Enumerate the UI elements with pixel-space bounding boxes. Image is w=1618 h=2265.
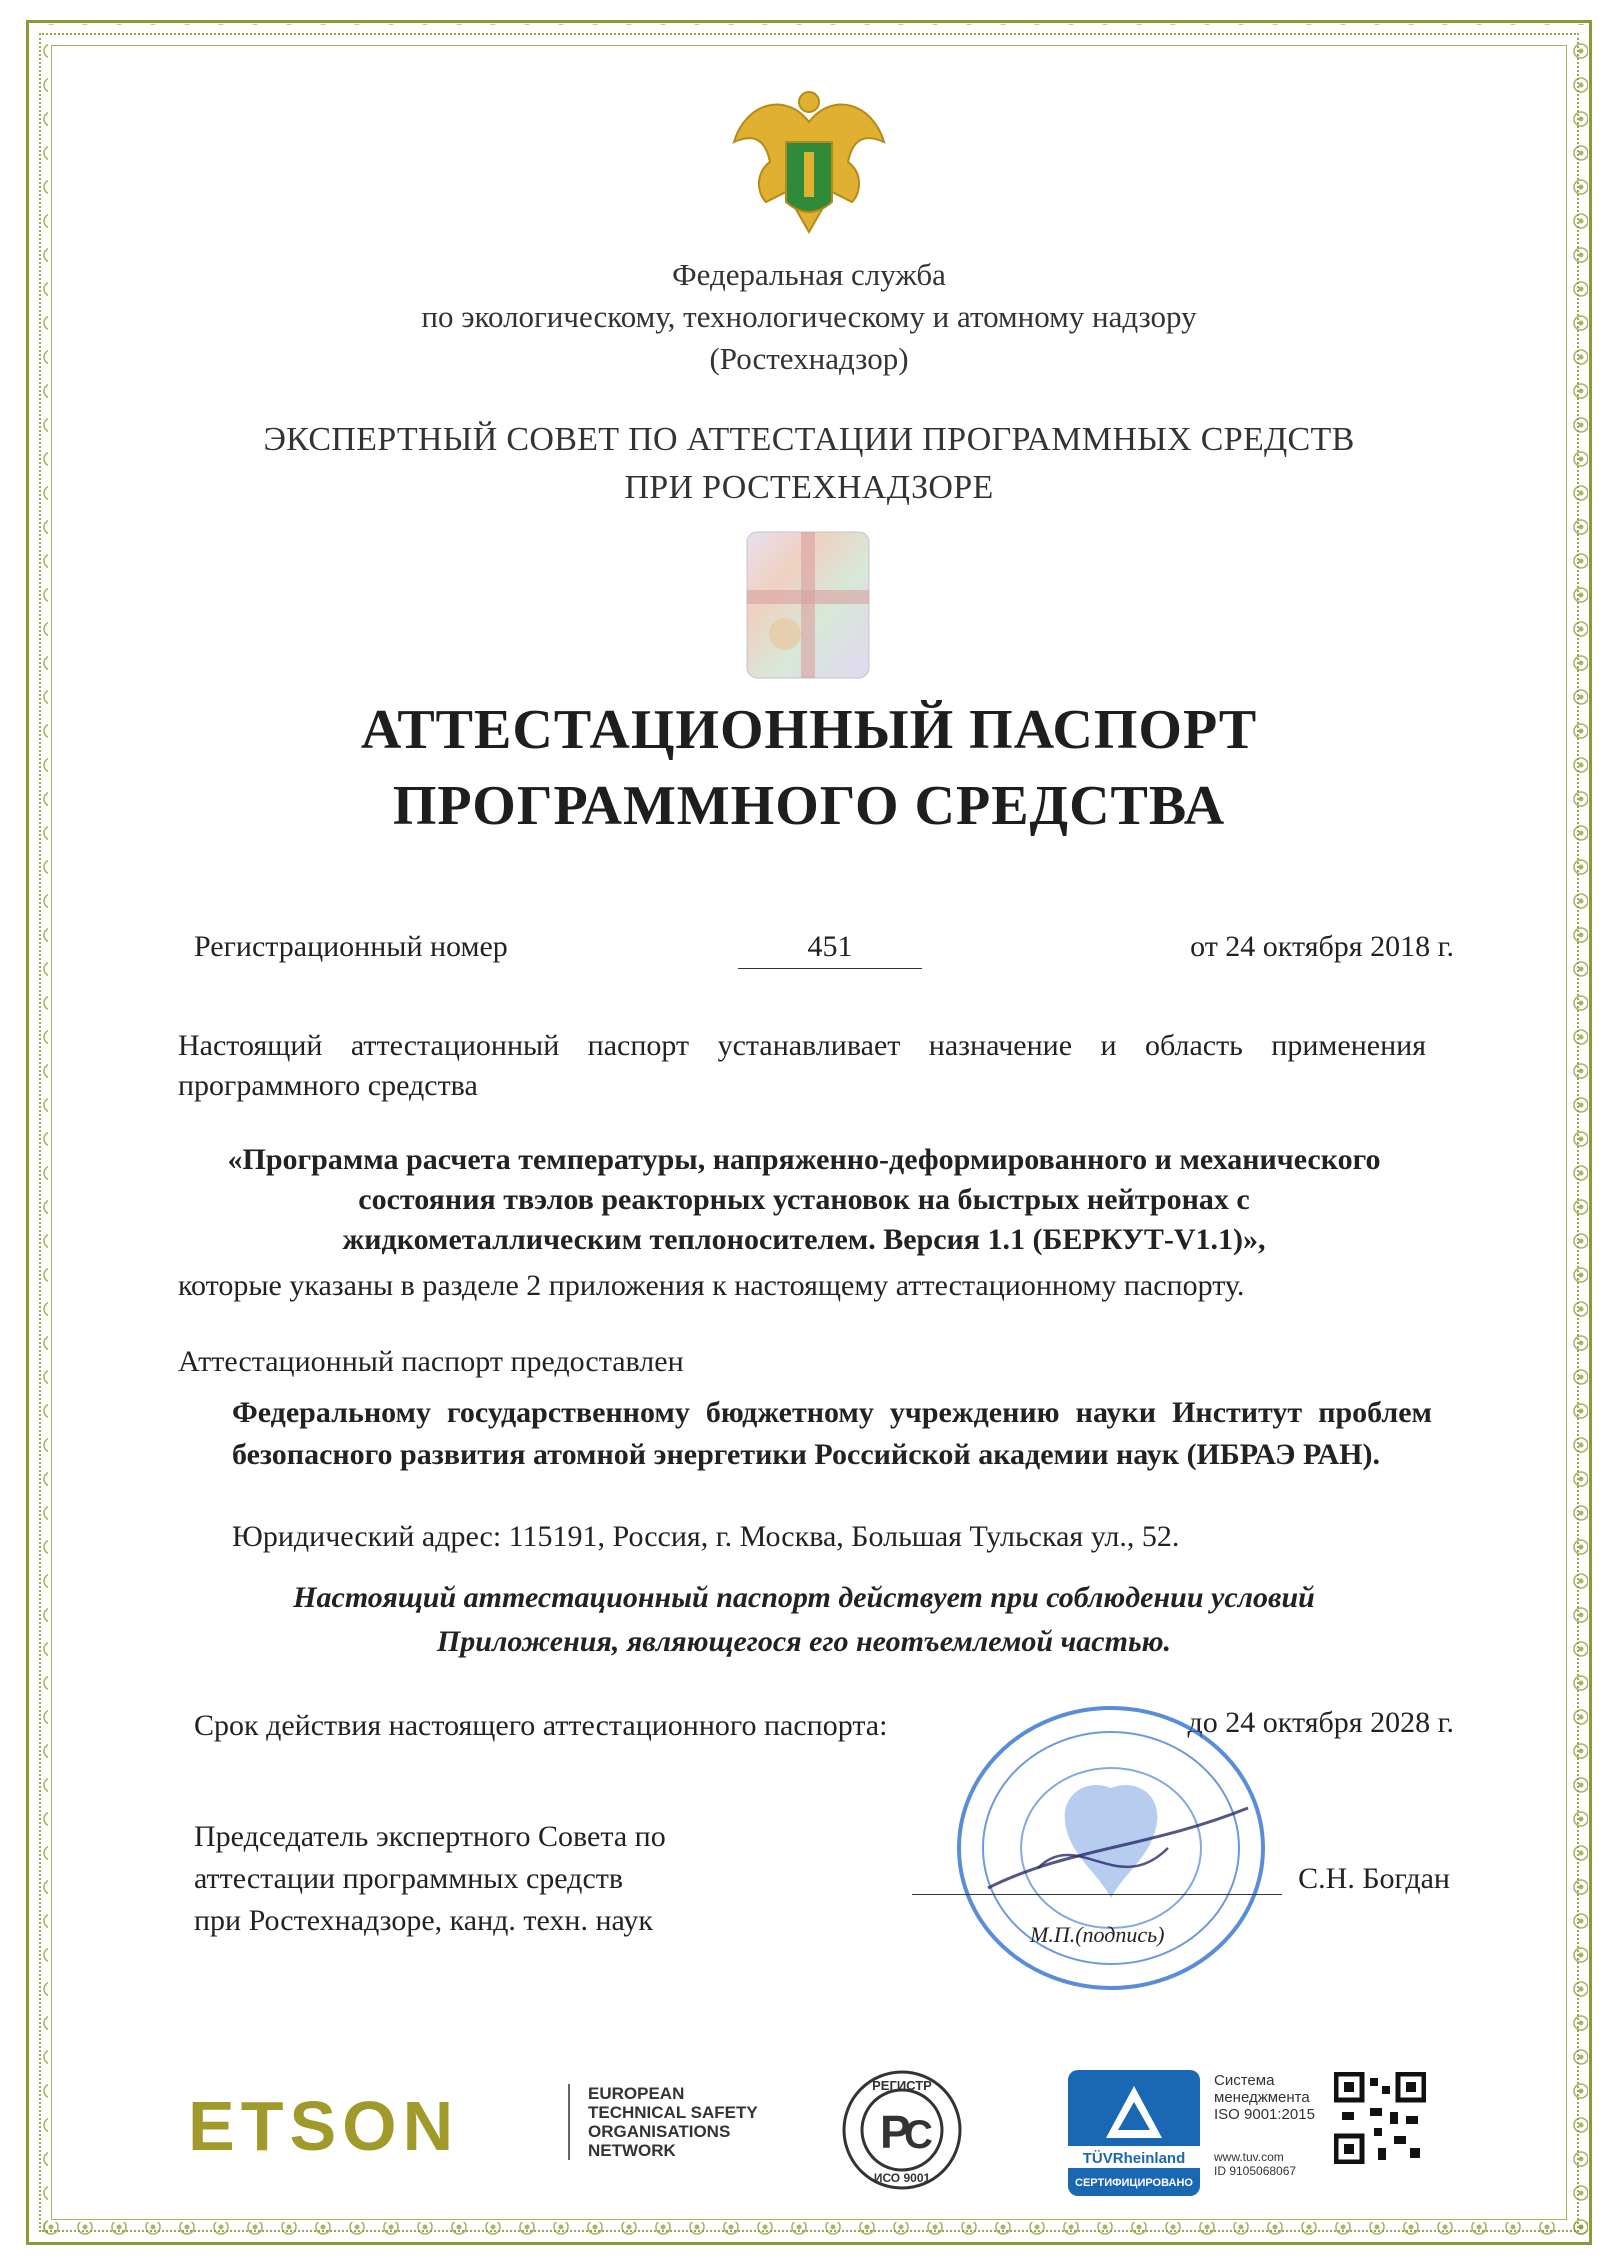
etson-divider: [568, 2084, 572, 2160]
validity-condition-line1: Настоящий аттестационный паспорт действует при соблюдении условий: [293, 1581, 1315, 1614]
validity-term-label: Срок действия настоящего аттестационного паспорта:: [194, 1709, 888, 1742]
agency-block: [0, 254, 1618, 380]
signature-line: [912, 1894, 1282, 1895]
title-line2: ПРОГРАММНОГО СРЕДСТВА: [392, 775, 1226, 837]
program-name: [170, 1140, 1438, 1260]
rst-register-logo-icon: [840, 2068, 964, 2192]
intro-paragraph: Настоящий аттестационный паспорт устанавливает назначение и область применения программного средства: [178, 1029, 1426, 1102]
tuv-rheinland-logo-icon: [1066, 2068, 1202, 2198]
program-name-line2: состояния твэлов реакторных установок на быстрых нейтронах с: [358, 1183, 1250, 1216]
tuv-text-line2: менеджмента: [1214, 2089, 1310, 2106]
etson-subtitle: [588, 2084, 758, 2160]
organization-name: Федеральному государственному бюджетному учреждению науки Институт проблем безопасного развития атомной энергетики Российской академии наук (ИБРАЭ РАН).: [232, 1396, 1432, 1471]
rst-top-text: РЕГИСТР: [872, 2078, 932, 2093]
title-line1: АТТЕСТАЦИОННЫЙ ПАСПОРТ: [360, 699, 1258, 761]
tuv-text-line3: ISO 9001:2015: [1214, 2106, 1315, 2123]
hologram-sticker-icon: [745, 530, 871, 680]
seal-signature-note: М.П.(подпись): [1030, 1922, 1165, 1947]
official-seal-icon: [948, 1698, 1274, 1998]
rst-bottom-text: ИСО 9001: [873, 2171, 931, 2185]
registration-date: от 24 октября 2018 г.: [1190, 930, 1454, 963]
tuv-url: www.tuv.com: [1214, 2150, 1284, 2164]
etson-logo-icon: [188, 2094, 538, 2160]
etson-subtitle-line3: ORGANISATIONS: [588, 2122, 731, 2141]
validity-condition: [170, 1576, 1438, 1664]
program-name-line1: «Программа расчета температуры, напряженно-деформированного и механического: [227, 1143, 1381, 1176]
etson-logo-text: ETSON: [188, 2094, 460, 2160]
council-block: [0, 416, 1618, 512]
scope-paragraph: которые указаны в разделе 2 приложения к настоящему аттестационному паспорту.: [178, 1269, 1245, 1302]
tuv-url-block: [1214, 2150, 1296, 2178]
registration-label: Регистрационный номер: [194, 930, 508, 963]
tuv-name-text: TÜVRheinland: [1082, 2150, 1186, 2167]
program-name-line3: жидкометаллическим теплоносителем. Версия 1.1 (БЕРКУТ-V1.1)»,: [342, 1223, 1266, 1256]
agency-name-line2: по экологическому, технологическому и атомному надзору: [421, 299, 1197, 334]
tuv-system-text: [1214, 2072, 1315, 2123]
chairman-position: [194, 1816, 834, 1942]
signatory-name: С.Н. Богдан: [1298, 1862, 1450, 1895]
registration-number: 451: [738, 930, 922, 969]
agency-name-line1: Федеральная служба: [672, 257, 946, 292]
tuv-id: ID 9105068067: [1214, 2164, 1297, 2178]
etson-subtitle-line1: EUROPEAN: [588, 2084, 685, 2103]
tuv-certified-text: СЕРТИФИЦИРОВАНО: [1075, 2177, 1193, 2189]
etson-subtitle-line4: NETWORK: [588, 2141, 676, 2160]
etson-subtitle-line2: TECHNICAL SAFETY: [588, 2103, 758, 2122]
provided-to-label: Аттестационный паспорт предоставлен: [178, 1345, 684, 1378]
chairman-position-line1: Председатель экспертного Совета по: [194, 1820, 666, 1853]
rostekhnadzor-emblem-icon: [726, 82, 892, 252]
qr-code-icon: [1334, 2072, 1426, 2164]
legal-address: Юридический адрес: 115191, Россия, г. Москва, Большая Тульская ул., 52.: [232, 1520, 1180, 1553]
svg-text:С: С: [904, 2113, 933, 2157]
svg-text:Р: Р: [880, 2106, 911, 2158]
council-name-line2: ПРИ РОСТЕХНАДЗОРЕ: [624, 469, 994, 506]
agency-name-line3: (Ростехнадзор): [709, 341, 909, 376]
validity-condition-line2: Приложения, являющегося его неотъемлемой частью.: [436, 1625, 1172, 1658]
document-title: [0, 692, 1618, 844]
chairman-position-line2: аттестации программных средств: [194, 1862, 624, 1895]
validity-term-date: до 24 октября 2028 г.: [1187, 1706, 1454, 1739]
tuv-text-line1: Система: [1214, 2072, 1275, 2089]
chairman-position-line3: при Ростехнадзоре, канд. техн. наук: [194, 1904, 653, 1937]
council-name-line1: ЭКСПЕРТНЫЙ СОВЕТ ПО АТТЕСТАЦИИ ПРОГРАММНЫХ СРЕДСТВ: [263, 421, 1355, 458]
